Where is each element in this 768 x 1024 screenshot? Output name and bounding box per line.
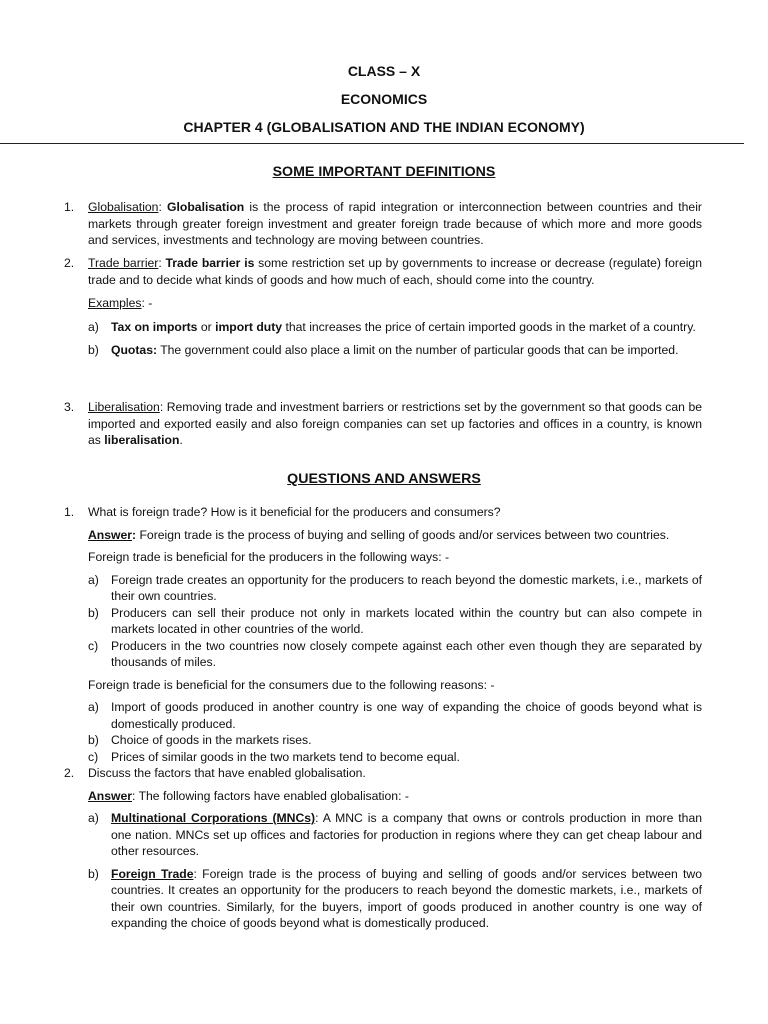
example-b: b) Quotas: The government could also place a limit on the number of particular goods that can be imported. xyxy=(88,343,679,357)
definition-1: 1. Globalisation: Globalisation is the process of rapid integration or interconnection between countries and their markets through greater foreign investment and greater foreign trade because of which more and more goods and services, investments and technology are moving between countries. xyxy=(64,200,702,247)
qa-heading: QUESTIONS AND ANSWERS xyxy=(287,471,481,487)
answer-1: Answer: Foreign trade is the process of buying and selling of goods and/or services between two countries. xyxy=(88,527,670,542)
consumers-intro: Foreign trade is beneficial for the consumers due to the following reasons: - xyxy=(88,677,495,692)
examples-label: Examples: - xyxy=(88,296,153,310)
question-text: 1. What is foreign trade? How is it beneficial for the producers and consumers? xyxy=(64,505,501,519)
answer-2: Answer: The following factors have enabled globalisation: - xyxy=(88,788,409,803)
chapter-title: CHAPTER 4 (GLOBALISATION AND THE INDIAN ECONOMY) xyxy=(183,119,585,135)
definition-number: 2. xyxy=(64,256,75,270)
definition-bold-term: Trade barrier is xyxy=(165,256,255,270)
question-2 xyxy=(0,765,768,932)
list-item: b) Choice of goods in the markets rises. xyxy=(88,733,312,747)
list-item: a) Foreign trade creates an opportunity for the producers to reach beyond the domestic markets, i.e., markets of their own countries. xyxy=(88,572,702,603)
factor-mncs: a) Multinational Corporations (MNCs): A MNC is a company that owns or controls production in more than one nation. MNCs set up offices and factories for production in regions where they can get cheap labour and other resources. xyxy=(88,811,702,858)
definition-text: : Removing trade and investment barriers or restrictions set by the government so that goods can be imported and exported easily and also foreign companies can set up factories and offices in a country, is known as xyxy=(88,400,702,447)
definition-2: 2. Trade barrier: Trade barrier is some restriction set up by governments to increase or decrease (regulate) foreign trade and to decide what kinds of goods and how much of each, should come into the country. Examples: - a) Tax on imports or import duty that increases the price of certain imported goods in the market of a country. b) Quotas: The government could also place a limit on the number of particular goods that can be imported. xyxy=(0,255,768,359)
definition-term: Liberalisation xyxy=(88,400,160,414)
header-divider xyxy=(0,143,744,144)
definition-term: Trade barrier xyxy=(88,256,159,270)
definition-term: Globalisation xyxy=(88,200,159,214)
definition-bold-term: Globalisation xyxy=(167,200,245,214)
question-1 xyxy=(0,504,768,765)
example-a: a) Tax on imports or import duty that increases the price of certain imported goods in the market of a country. xyxy=(88,319,696,334)
list-item: c) Producers in the two countries now closely compete against each other even though they are separated by thousands of miles. xyxy=(88,638,702,669)
producers-intro: Foreign trade is beneficial for the producers in the following ways: - xyxy=(88,550,450,564)
definition-3: 3. Liberalisation: Removing trade and investment barriers or restrictions set by the government so that goods can be imported and exported easily and also foreign companies can set up factories and offices in a country, is known as liberalisation. xyxy=(64,400,702,447)
subject-title: ECONOMICS xyxy=(340,91,428,107)
list-item: b) Producers can sell their produce not only in markets located within the country but can also compete in markets located in other countries of the world. xyxy=(88,605,702,636)
definitions-heading: SOME IMPORTANT DEFINITIONS xyxy=(272,164,496,180)
definition-number: 1. xyxy=(64,200,75,214)
definition-text: some restriction set up by governments to increase or decrease (regulate) foreign trade and to decide what kinds of goods and how much of each, should come into the country. xyxy=(88,256,702,287)
factor-foreign-trade: b) Foreign Trade: Foreign trade is the process of buying and selling of goods and/or services between two countries. It creates an opportunity for the producers to reach beyond the domestic markets, i.e., markets of their own countries. Similarly, for the buyers, import of goods produced in another country is one way of expanding the choice of goods beyond what is domestically produced. xyxy=(88,866,702,930)
list-item: c) Prices of similar goods in the two markets tend to become equal. xyxy=(88,749,460,764)
question-text: 2. Discuss the factors that have enabled globalisation. xyxy=(64,766,366,780)
class-title: CLASS – X xyxy=(347,63,421,79)
definition-text: is the process of rapid integration or interconnection between countries and their markets through greater foreign investment and greater foreign trade because of which more and more goods and services, investments and technology are moving between countries. xyxy=(88,200,702,247)
list-item: a) Import of goods produced in another country is one way of expanding the choice of goods beyond what is domestically produced. xyxy=(88,700,702,731)
definition-number: 3. xyxy=(64,400,75,414)
definition-bold-end: liberalisation xyxy=(104,433,180,447)
